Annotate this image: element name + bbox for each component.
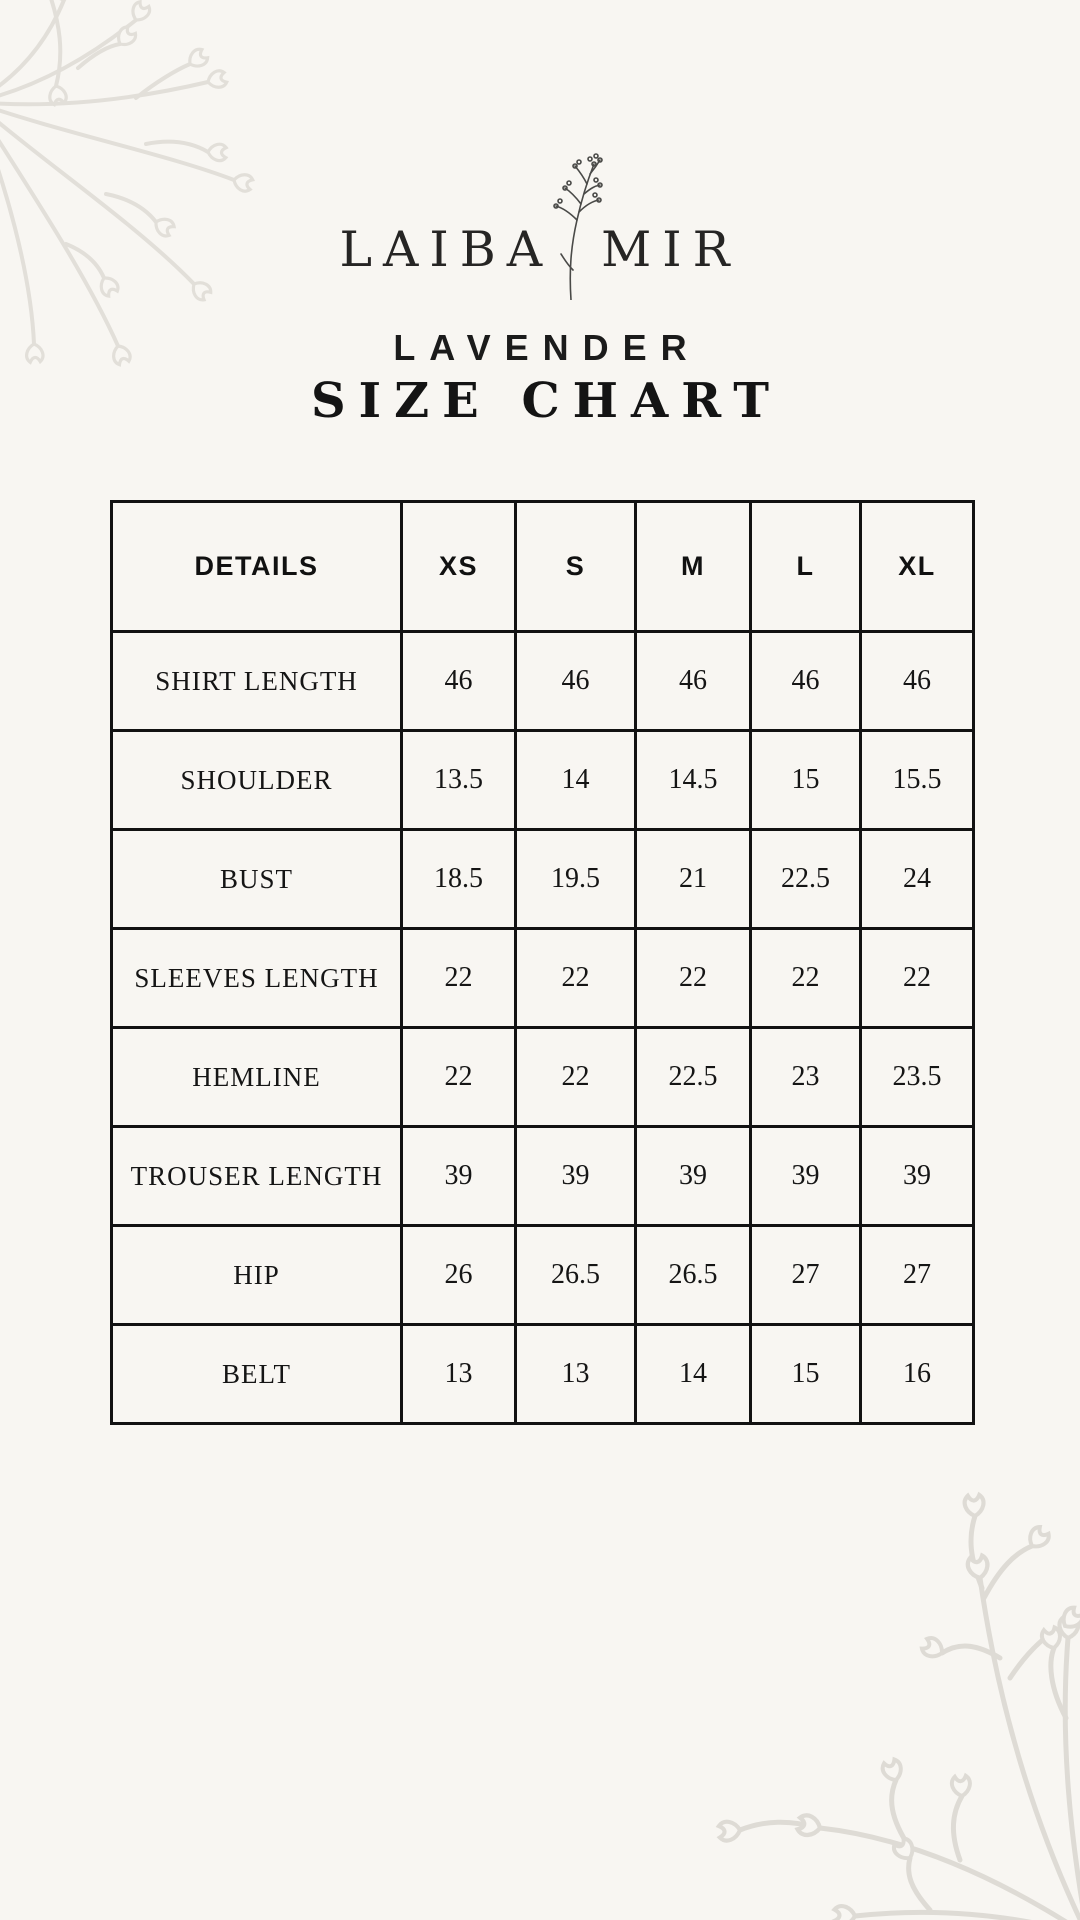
table-body xyxy=(112,632,974,1424)
brand-logo xyxy=(0,150,1080,280)
measurement-cell: 22 xyxy=(861,929,974,1028)
floral-branch-bottom-right-decoration xyxy=(670,1458,1080,1920)
measurement-cell: 24 xyxy=(861,830,974,929)
table-row xyxy=(112,1028,974,1127)
measurement-cell: 18.5 xyxy=(402,830,516,929)
table-row xyxy=(112,1226,974,1325)
measurement-cell: 22 xyxy=(751,929,861,1028)
row-label: HIP xyxy=(112,1226,402,1325)
column-header-size-l: L xyxy=(751,502,861,632)
table-header-row xyxy=(112,502,974,632)
measurement-cell: 15.5 xyxy=(861,731,974,830)
collection-name: LAVENDER xyxy=(393,327,701,368)
measurement-cell: 22 xyxy=(516,929,636,1028)
table-row xyxy=(112,632,974,731)
measurement-cell: 39 xyxy=(636,1127,751,1226)
measurement-cell: 23 xyxy=(751,1028,861,1127)
measurement-cell: 26.5 xyxy=(516,1226,636,1325)
measurement-cell: 39 xyxy=(861,1127,974,1226)
measurement-cell: 19.5 xyxy=(516,830,636,929)
measurement-cell: 15 xyxy=(751,731,861,830)
column-header-details: DETAILS xyxy=(112,502,402,632)
row-label: TROUSER LENGTH xyxy=(112,1127,402,1226)
measurement-cell: 39 xyxy=(402,1127,516,1226)
measurement-cell: 26.5 xyxy=(636,1226,751,1325)
measurement-cell: 22 xyxy=(402,929,516,1028)
page-title: SIZE CHART xyxy=(310,373,782,429)
table-row xyxy=(112,929,974,1028)
measurement-cell: 26 xyxy=(402,1226,516,1325)
column-header-size-m: M xyxy=(636,502,751,632)
measurement-cell: 14.5 xyxy=(636,731,751,830)
measurement-cell: 22 xyxy=(402,1028,516,1127)
measurement-cell: 27 xyxy=(861,1226,974,1325)
measurement-cell: 39 xyxy=(751,1127,861,1226)
measurement-cell: 22 xyxy=(636,929,751,1028)
size-chart-table xyxy=(110,500,975,1425)
measurement-cell: 15 xyxy=(751,1325,861,1424)
measurement-cell: 21 xyxy=(636,830,751,929)
brand-name-right: MIR xyxy=(601,221,741,278)
row-label: BELT xyxy=(112,1325,402,1424)
measurement-cell: 46 xyxy=(402,632,516,731)
measurement-cell: 46 xyxy=(751,632,861,731)
measurement-cell: 13 xyxy=(516,1325,636,1424)
measurement-cell: 27 xyxy=(751,1226,861,1325)
measurement-cell: 13 xyxy=(402,1325,516,1424)
column-header-size-xs: XS xyxy=(402,502,516,632)
measurement-cell: 16 xyxy=(861,1325,974,1424)
table-row xyxy=(112,1325,974,1424)
row-label: BUST xyxy=(112,830,402,929)
row-label: SHOULDER xyxy=(112,731,402,830)
measurement-cell: 13.5 xyxy=(402,731,516,830)
botanical-sprig-icon xyxy=(547,150,603,300)
measurement-cell: 46 xyxy=(636,632,751,731)
measurement-cell: 22.5 xyxy=(751,830,861,929)
measurement-cell: 14 xyxy=(516,731,636,830)
table-row xyxy=(112,1127,974,1226)
measurement-cell: 23.5 xyxy=(861,1028,974,1127)
measurement-cell: 22 xyxy=(516,1028,636,1127)
row-label: SHIRT LENGTH xyxy=(112,632,402,731)
column-header-size-s: S xyxy=(516,502,636,632)
measurement-cell: 22.5 xyxy=(636,1028,751,1127)
brand-name-left: LAIBA xyxy=(339,221,554,278)
row-label: SLEEVES LENGTH xyxy=(112,929,402,1028)
row-label: HEMLINE xyxy=(112,1028,402,1127)
measurement-cell: 46 xyxy=(861,632,974,731)
measurement-cell: 39 xyxy=(516,1127,636,1226)
column-header-size-xl: XL xyxy=(861,502,974,632)
table-row xyxy=(112,731,974,830)
measurement-cell: 14 xyxy=(636,1325,751,1424)
table-row xyxy=(112,830,974,929)
measurement-cell: 46 xyxy=(516,632,636,731)
